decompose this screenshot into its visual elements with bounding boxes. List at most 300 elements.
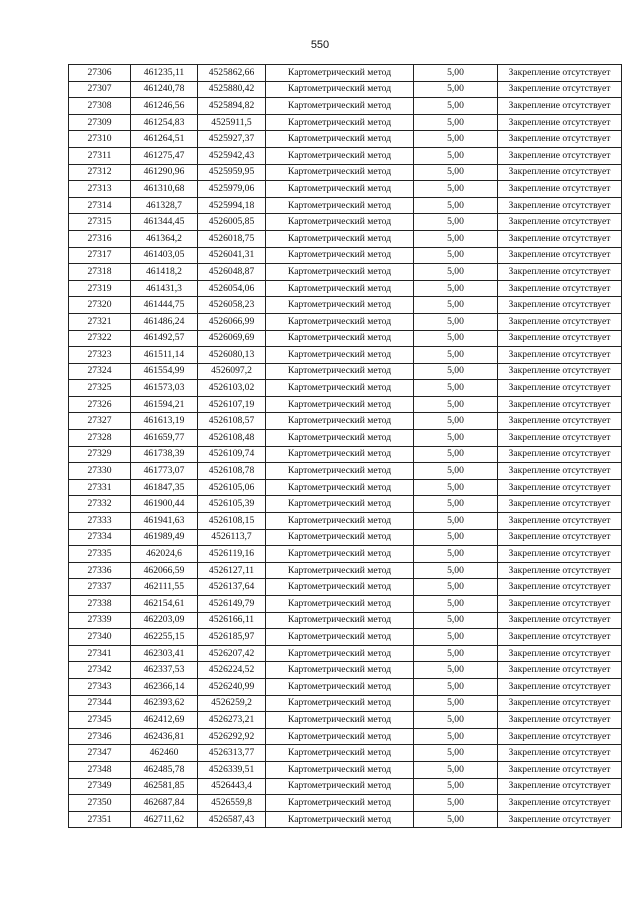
fixation-cell: Закрепление отсутствует <box>498 546 622 563</box>
table-row <box>69 181 622 198</box>
method-cell: Картометрический метод <box>266 695 414 712</box>
x-coordinate-cell: 462255,15 <box>131 629 198 646</box>
table-row <box>69 778 622 795</box>
fixation-cell: Закрепление отсутствует <box>498 313 622 330</box>
accuracy-cell: 5,00 <box>414 313 498 330</box>
x-coordinate-cell: 462711,62 <box>131 811 198 828</box>
x-coordinate-cell: 462436,81 <box>131 728 198 745</box>
y-coordinate-cell: 4525862,66 <box>198 65 266 82</box>
fixation-cell: Закрепление отсутствует <box>498 147 622 164</box>
point-number-cell: 27346 <box>69 728 131 745</box>
x-coordinate-cell: 461554,99 <box>131 363 198 380</box>
method-cell: Картометрический метод <box>266 678 414 695</box>
accuracy-cell: 5,00 <box>414 446 498 463</box>
y-coordinate-cell: 4526443,4 <box>198 778 266 795</box>
accuracy-cell: 5,00 <box>414 98 498 115</box>
y-coordinate-cell: 4526185,97 <box>198 629 266 646</box>
y-coordinate-cell: 4525959,95 <box>198 164 266 181</box>
table-row <box>69 347 622 364</box>
x-coordinate-cell: 461773,07 <box>131 463 198 480</box>
fixation-cell: Закрепление отсутствует <box>498 695 622 712</box>
y-coordinate-cell: 4526103,02 <box>198 380 266 397</box>
method-cell: Картометрический метод <box>266 596 414 613</box>
accuracy-cell: 5,00 <box>414 662 498 679</box>
fixation-cell: Закрепление отсутствует <box>498 728 622 745</box>
fixation-cell: Закрепление отсутствует <box>498 380 622 397</box>
accuracy-cell: 5,00 <box>414 463 498 480</box>
point-number-cell: 27312 <box>69 164 131 181</box>
x-coordinate-cell: 461403,05 <box>131 247 198 264</box>
table-row <box>69 728 622 745</box>
table-row <box>69 65 622 82</box>
table-row <box>69 496 622 513</box>
accuracy-cell: 5,00 <box>414 164 498 181</box>
fixation-cell: Закрепление отсутствует <box>498 778 622 795</box>
y-coordinate-cell: 4526080,13 <box>198 347 266 364</box>
method-cell: Картометрический метод <box>266 280 414 297</box>
point-number-cell: 27308 <box>69 98 131 115</box>
table-row <box>69 413 622 430</box>
table-row <box>69 678 622 695</box>
point-number-cell: 27350 <box>69 795 131 812</box>
point-number-cell: 27343 <box>69 678 131 695</box>
x-coordinate-cell: 461290,96 <box>131 164 198 181</box>
y-coordinate-cell: 4526108,57 <box>198 413 266 430</box>
point-number-cell: 27345 <box>69 712 131 729</box>
accuracy-cell: 5,00 <box>414 778 498 795</box>
table-row <box>69 546 622 563</box>
x-coordinate-cell: 461900,44 <box>131 496 198 513</box>
accuracy-cell: 5,00 <box>414 413 498 430</box>
point-number-cell: 27335 <box>69 546 131 563</box>
x-coordinate-cell: 461492,57 <box>131 330 198 347</box>
x-coordinate-cell: 461594,21 <box>131 396 198 413</box>
point-number-cell: 27307 <box>69 81 131 98</box>
method-cell: Картометрический метод <box>266 496 414 513</box>
table-row <box>69 247 622 264</box>
point-number-cell: 27321 <box>69 313 131 330</box>
method-cell: Картометрический метод <box>266 645 414 662</box>
y-coordinate-cell: 4526113,7 <box>198 529 266 546</box>
fixation-cell: Закрепление отсутствует <box>498 463 622 480</box>
fixation-cell: Закрепление отсутствует <box>498 811 622 828</box>
table-row <box>69 712 622 729</box>
table-row <box>69 446 622 463</box>
table-row <box>69 363 622 380</box>
method-cell: Картометрический метод <box>266 529 414 546</box>
fixation-cell: Закрепление отсутствует <box>498 496 622 513</box>
y-coordinate-cell: 4526041,31 <box>198 247 266 264</box>
x-coordinate-cell: 462066,59 <box>131 562 198 579</box>
point-number-cell: 27332 <box>69 496 131 513</box>
fixation-cell: Закрепление отсутствует <box>498 297 622 314</box>
accuracy-cell: 5,00 <box>414 81 498 98</box>
point-number-cell: 27348 <box>69 761 131 778</box>
y-coordinate-cell: 4526097,2 <box>198 363 266 380</box>
fixation-cell: Закрепление отсутствует <box>498 579 622 596</box>
accuracy-cell: 5,00 <box>414 430 498 447</box>
point-number-cell: 27342 <box>69 662 131 679</box>
y-coordinate-cell: 4526108,48 <box>198 430 266 447</box>
x-coordinate-cell: 462687,84 <box>131 795 198 812</box>
accuracy-cell: 5,00 <box>414 330 498 347</box>
method-cell: Картометрический метод <box>266 728 414 745</box>
x-coordinate-cell: 461659,77 <box>131 430 198 447</box>
accuracy-cell: 5,00 <box>414 214 498 231</box>
table-row <box>69 98 622 115</box>
x-coordinate-cell: 461240,78 <box>131 81 198 98</box>
y-coordinate-cell: 4526339,51 <box>198 761 266 778</box>
fixation-cell: Закрепление отсутствует <box>498 264 622 281</box>
fixation-cell: Закрепление отсутствует <box>498 197 622 214</box>
x-coordinate-cell: 461364,2 <box>131 230 198 247</box>
point-number-cell: 27333 <box>69 513 131 530</box>
fixation-cell: Закрепление отсутствует <box>498 65 622 82</box>
y-coordinate-cell: 4525911,5 <box>198 114 266 131</box>
y-coordinate-cell: 4526108,78 <box>198 463 266 480</box>
x-coordinate-cell: 461235,11 <box>131 65 198 82</box>
table-row <box>69 662 622 679</box>
point-number-cell: 27320 <box>69 297 131 314</box>
fixation-cell: Закрепление отсутствует <box>498 396 622 413</box>
method-cell: Картометрический метод <box>266 181 414 198</box>
x-coordinate-cell: 461246,56 <box>131 98 198 115</box>
accuracy-cell: 5,00 <box>414 596 498 613</box>
y-coordinate-cell: 4526313,77 <box>198 745 266 762</box>
method-cell: Картометрический метод <box>266 579 414 596</box>
fixation-cell: Закрепление отсутствует <box>498 363 622 380</box>
method-cell: Картометрический метод <box>266 811 414 828</box>
accuracy-cell: 5,00 <box>414 795 498 812</box>
fixation-cell: Закрепление отсутствует <box>498 247 622 264</box>
point-number-cell: 27327 <box>69 413 131 430</box>
point-number-cell: 27317 <box>69 247 131 264</box>
table-row <box>69 430 622 447</box>
table-row <box>69 147 622 164</box>
table-row <box>69 214 622 231</box>
method-cell: Картометрический метод <box>266 612 414 629</box>
x-coordinate-cell: 461847,35 <box>131 479 198 496</box>
method-cell: Картометрический метод <box>266 147 414 164</box>
y-coordinate-cell: 4526273,21 <box>198 712 266 729</box>
accuracy-cell: 5,00 <box>414 761 498 778</box>
x-coordinate-cell: 462154,61 <box>131 596 198 613</box>
point-number-cell: 27330 <box>69 463 131 480</box>
fixation-cell: Закрепление отсутствует <box>498 562 622 579</box>
point-number-cell: 27336 <box>69 562 131 579</box>
table-row <box>69 114 622 131</box>
table-row <box>69 629 622 646</box>
x-coordinate-cell: 461486,24 <box>131 313 198 330</box>
accuracy-cell: 5,00 <box>414 380 498 397</box>
y-coordinate-cell: 4526105,06 <box>198 479 266 496</box>
x-coordinate-cell: 461511,14 <box>131 347 198 364</box>
point-number-cell: 27329 <box>69 446 131 463</box>
method-cell: Картометрический метод <box>266 396 414 413</box>
fixation-cell: Закрепление отсутствует <box>498 446 622 463</box>
accuracy-cell: 5,00 <box>414 280 498 297</box>
y-coordinate-cell: 4526207,42 <box>198 645 266 662</box>
fixation-cell: Закрепление отсутствует <box>498 745 622 762</box>
fixation-cell: Закрепление отсутствует <box>498 479 622 496</box>
x-coordinate-cell: 461344,45 <box>131 214 198 231</box>
accuracy-cell: 5,00 <box>414 712 498 729</box>
point-number-cell: 27311 <box>69 147 131 164</box>
method-cell: Картометрический метод <box>266 761 414 778</box>
point-number-cell: 27324 <box>69 363 131 380</box>
fixation-cell: Закрепление отсутствует <box>498 347 622 364</box>
method-cell: Картометрический метод <box>266 131 414 148</box>
fixation-cell: Закрепление отсутствует <box>498 612 622 629</box>
fixation-cell: Закрепление отсутствует <box>498 678 622 695</box>
y-coordinate-cell: 4526105,39 <box>198 496 266 513</box>
fixation-cell: Закрепление отсутствует <box>498 164 622 181</box>
table-row <box>69 380 622 397</box>
table-row <box>69 197 622 214</box>
accuracy-cell: 5,00 <box>414 745 498 762</box>
x-coordinate-cell: 462485,78 <box>131 761 198 778</box>
point-number-cell: 27347 <box>69 745 131 762</box>
x-coordinate-cell: 462024,6 <box>131 546 198 563</box>
y-coordinate-cell: 4526292,92 <box>198 728 266 745</box>
fixation-cell: Закрепление отсутствует <box>498 98 622 115</box>
accuracy-cell: 5,00 <box>414 629 498 646</box>
accuracy-cell: 5,00 <box>414 496 498 513</box>
fixation-cell: Закрепление отсутствует <box>498 81 622 98</box>
method-cell: Картометрический метод <box>266 446 414 463</box>
accuracy-cell: 5,00 <box>414 562 498 579</box>
method-cell: Картометрический метод <box>266 164 414 181</box>
x-coordinate-cell: 462393,62 <box>131 695 198 712</box>
method-cell: Картометрический метод <box>266 430 414 447</box>
y-coordinate-cell: 4526107,19 <box>198 396 266 413</box>
accuracy-cell: 5,00 <box>414 546 498 563</box>
table-row <box>69 579 622 596</box>
fixation-cell: Закрепление отсутствует <box>498 330 622 347</box>
x-coordinate-cell: 461328,7 <box>131 197 198 214</box>
y-coordinate-cell: 4526137,64 <box>198 579 266 596</box>
y-coordinate-cell: 4525994,18 <box>198 197 266 214</box>
table-row <box>69 761 622 778</box>
method-cell: Картометрический метод <box>266 513 414 530</box>
accuracy-cell: 5,00 <box>414 247 498 264</box>
table-row <box>69 811 622 828</box>
x-coordinate-cell: 461573,03 <box>131 380 198 397</box>
y-coordinate-cell: 4526259,2 <box>198 695 266 712</box>
fixation-cell: Закрепление отсутствует <box>498 629 622 646</box>
accuracy-cell: 5,00 <box>414 264 498 281</box>
method-cell: Картометрический метод <box>266 795 414 812</box>
table-row <box>69 396 622 413</box>
table-row <box>69 230 622 247</box>
fixation-cell: Закрепление отсутствует <box>498 645 622 662</box>
accuracy-cell: 5,00 <box>414 579 498 596</box>
method-cell: Картометрический метод <box>266 778 414 795</box>
y-coordinate-cell: 4526587,43 <box>198 811 266 828</box>
table-row <box>69 612 622 629</box>
point-number-cell: 27349 <box>69 778 131 795</box>
table-row <box>69 463 622 480</box>
accuracy-cell: 5,00 <box>414 197 498 214</box>
y-coordinate-cell: 4526149,79 <box>198 596 266 613</box>
table-row <box>69 562 622 579</box>
fixation-cell: Закрепление отсутствует <box>498 280 622 297</box>
fixation-cell: Закрепление отсутствует <box>498 662 622 679</box>
table-row <box>69 645 622 662</box>
y-coordinate-cell: 4526066,99 <box>198 313 266 330</box>
point-number-cell: 27313 <box>69 181 131 198</box>
accuracy-cell: 5,00 <box>414 396 498 413</box>
y-coordinate-cell: 4526005,85 <box>198 214 266 231</box>
y-coordinate-cell: 4526119,16 <box>198 546 266 563</box>
method-cell: Картометрический метод <box>266 745 414 762</box>
fixation-cell: Закрепление отсутствует <box>498 596 622 613</box>
table-row <box>69 313 622 330</box>
y-coordinate-cell: 4525942,43 <box>198 147 266 164</box>
coordinates-table <box>68 64 622 828</box>
method-cell: Картометрический метод <box>266 380 414 397</box>
method-cell: Картометрический метод <box>266 712 414 729</box>
table-row <box>69 297 622 314</box>
y-coordinate-cell: 4526166,11 <box>198 612 266 629</box>
x-coordinate-cell: 461431,3 <box>131 280 198 297</box>
method-cell: Картометрический метод <box>266 546 414 563</box>
y-coordinate-cell: 4525927,37 <box>198 131 266 148</box>
point-number-cell: 27323 <box>69 347 131 364</box>
point-number-cell: 27314 <box>69 197 131 214</box>
x-coordinate-cell: 462111,55 <box>131 579 198 596</box>
method-cell: Картометрический метод <box>266 98 414 115</box>
accuracy-cell: 5,00 <box>414 347 498 364</box>
x-coordinate-cell: 461444,75 <box>131 297 198 314</box>
point-number-cell: 27340 <box>69 629 131 646</box>
point-number-cell: 27322 <box>69 330 131 347</box>
method-cell: Картометрический метод <box>266 313 414 330</box>
fixation-cell: Закрепление отсутствует <box>498 795 622 812</box>
x-coordinate-cell: 461941,63 <box>131 513 198 530</box>
method-cell: Картометрический метод <box>266 247 414 264</box>
table-row <box>69 695 622 712</box>
x-coordinate-cell: 462460 <box>131 745 198 762</box>
point-number-cell: 27334 <box>69 529 131 546</box>
accuracy-cell: 5,00 <box>414 479 498 496</box>
point-number-cell: 27325 <box>69 380 131 397</box>
fixation-cell: Закрепление отсутствует <box>498 712 622 729</box>
point-number-cell: 27306 <box>69 65 131 82</box>
fixation-cell: Закрепление отсутствует <box>498 413 622 430</box>
point-number-cell: 27331 <box>69 479 131 496</box>
method-cell: Картометрический метод <box>266 363 414 380</box>
table-row <box>69 131 622 148</box>
accuracy-cell: 5,00 <box>414 230 498 247</box>
fixation-cell: Закрепление отсутствует <box>498 214 622 231</box>
point-number-cell: 27319 <box>69 280 131 297</box>
table-row <box>69 745 622 762</box>
method-cell: Картометрический метод <box>266 197 414 214</box>
method-cell: Картометрический метод <box>266 562 414 579</box>
y-coordinate-cell: 4526018,75 <box>198 230 266 247</box>
point-number-cell: 27328 <box>69 430 131 447</box>
accuracy-cell: 5,00 <box>414 529 498 546</box>
x-coordinate-cell: 461418,2 <box>131 264 198 281</box>
point-number-cell: 27326 <box>69 396 131 413</box>
method-cell: Картометрический метод <box>266 81 414 98</box>
point-number-cell: 27337 <box>69 579 131 596</box>
method-cell: Картометрический метод <box>266 463 414 480</box>
fixation-cell: Закрепление отсутствует <box>498 430 622 447</box>
fixation-cell: Закрепление отсутствует <box>498 761 622 778</box>
point-number-cell: 27338 <box>69 596 131 613</box>
accuracy-cell: 5,00 <box>414 678 498 695</box>
accuracy-cell: 5,00 <box>414 728 498 745</box>
x-coordinate-cell: 462412,69 <box>131 712 198 729</box>
point-number-cell: 27341 <box>69 645 131 662</box>
table-row <box>69 264 622 281</box>
page-number: 550 <box>310 39 330 51</box>
x-coordinate-cell: 461275,47 <box>131 147 198 164</box>
table-row <box>69 164 622 181</box>
table-row <box>69 479 622 496</box>
y-coordinate-cell: 4526108,15 <box>198 513 266 530</box>
method-cell: Картометрический метод <box>266 114 414 131</box>
accuracy-cell: 5,00 <box>414 612 498 629</box>
point-number-cell: 27339 <box>69 612 131 629</box>
fixation-cell: Закрепление отсутствует <box>498 529 622 546</box>
method-cell: Картометрический метод <box>266 330 414 347</box>
fixation-cell: Закрепление отсутствует <box>498 230 622 247</box>
method-cell: Картометрический метод <box>266 230 414 247</box>
y-coordinate-cell: 4525880,42 <box>198 81 266 98</box>
point-number-cell: 27318 <box>69 264 131 281</box>
x-coordinate-cell: 461254,83 <box>131 114 198 131</box>
x-coordinate-cell: 461738,39 <box>131 446 198 463</box>
accuracy-cell: 5,00 <box>414 811 498 828</box>
y-coordinate-cell: 4525979,06 <box>198 181 266 198</box>
accuracy-cell: 5,00 <box>414 513 498 530</box>
table-row <box>69 596 622 613</box>
accuracy-cell: 5,00 <box>414 114 498 131</box>
table-row <box>69 330 622 347</box>
y-coordinate-cell: 4526054,06 <box>198 280 266 297</box>
method-cell: Картометрический метод <box>266 662 414 679</box>
y-coordinate-cell: 4526109,74 <box>198 446 266 463</box>
accuracy-cell: 5,00 <box>414 645 498 662</box>
method-cell: Картометрический метод <box>266 297 414 314</box>
fixation-cell: Закрепление отсутствует <box>498 181 622 198</box>
x-coordinate-cell: 462303,41 <box>131 645 198 662</box>
x-coordinate-cell: 461310,68 <box>131 181 198 198</box>
x-coordinate-cell: 462203,09 <box>131 612 198 629</box>
fixation-cell: Закрепление отсутствует <box>498 131 622 148</box>
table-row <box>69 280 622 297</box>
point-number-cell: 27344 <box>69 695 131 712</box>
table-row <box>69 795 622 812</box>
y-coordinate-cell: 4526127,11 <box>198 562 266 579</box>
accuracy-cell: 5,00 <box>414 297 498 314</box>
fixation-cell: Закрепление отсутствует <box>498 513 622 530</box>
point-number-cell: 27316 <box>69 230 131 247</box>
accuracy-cell: 5,00 <box>414 181 498 198</box>
x-coordinate-cell: 461989,49 <box>131 529 198 546</box>
method-cell: Картометрический метод <box>266 214 414 231</box>
point-number-cell: 27315 <box>69 214 131 231</box>
coordinates-table-body <box>69 65 622 828</box>
accuracy-cell: 5,00 <box>414 147 498 164</box>
method-cell: Картометрический метод <box>266 264 414 281</box>
y-coordinate-cell: 4526559,8 <box>198 795 266 812</box>
point-number-cell: 27309 <box>69 114 131 131</box>
point-number-cell: 27351 <box>69 811 131 828</box>
